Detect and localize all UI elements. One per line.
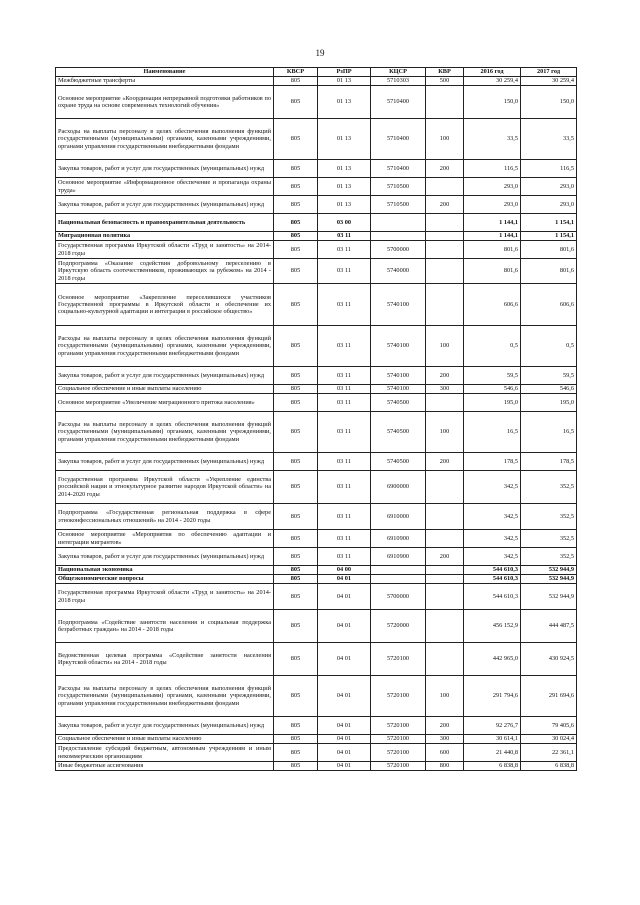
cell-name: Подпрограмма «Государственная региональная поддержка в сфере этноконфессиональных отношений» на 2014 - 2020 годы xyxy=(56,504,274,530)
cell-kvr xyxy=(426,259,464,284)
cell-kvr xyxy=(426,504,464,530)
cell-2016: 606,6 xyxy=(464,284,521,326)
cell-kvr xyxy=(426,86,464,119)
table-row xyxy=(56,284,577,326)
table-row xyxy=(56,214,577,232)
cell-name: Основное мероприятие «Мероприятия по обеспечению адаптации и интеграции мигрантов» xyxy=(56,530,274,548)
cell-2016: 30 614,1 xyxy=(464,735,521,744)
cell-rzpr: 04 01 xyxy=(318,610,371,643)
cell-kcsr: 6910000 xyxy=(371,504,426,530)
cell-name: Основное мероприятие «Информационное обеспечение и пропаганда охраны труда» xyxy=(56,178,274,196)
cell-2017: 352,5 xyxy=(521,504,577,530)
table-row xyxy=(56,584,577,610)
cell-2016: 456 152,9 xyxy=(464,610,521,643)
cell-kcsr: 5740500 xyxy=(371,412,426,453)
cell-rzpr: 01 13 xyxy=(318,77,371,86)
cell-rzpr: 03 00 xyxy=(318,214,371,232)
cell-kcsr: 5710400 xyxy=(371,160,426,178)
cell-kvsr: 805 xyxy=(274,385,318,394)
cell-kcsr: 6910900 xyxy=(371,530,426,548)
cell-name: Закупка товаров, работ и услуг для государственных (муниципальных) нужд xyxy=(56,717,274,735)
table-row xyxy=(56,232,577,241)
cell-rzpr: 03 11 xyxy=(318,241,371,259)
cell-2017: 293,0 xyxy=(521,178,577,196)
cell-2016: 21 440,8 xyxy=(464,744,521,762)
cell-2016: 92 276,7 xyxy=(464,717,521,735)
cell-2017: 116,5 xyxy=(521,160,577,178)
table-row xyxy=(56,385,577,394)
table-row xyxy=(56,676,577,717)
cell-rzpr: 04 01 xyxy=(318,735,371,744)
cell-2016: 116,5 xyxy=(464,160,521,178)
cell-2017: 79 405,6 xyxy=(521,717,577,735)
cell-kcsr: 5710400 xyxy=(371,86,426,119)
table-row xyxy=(56,241,577,259)
cell-kvr: 200 xyxy=(426,717,464,735)
cell-kvr xyxy=(426,530,464,548)
cell-kvr: 100 xyxy=(426,676,464,717)
cell-name: Основное мероприятие «Закрепление переселившихся участников Государственной программы в Иркутской области и обеспечение их социально-культурной адаптации и интеграции в российское общество» xyxy=(56,284,274,326)
cell-kvsr: 805 xyxy=(274,232,318,241)
cell-kvr xyxy=(426,394,464,412)
cell-2016: 1 144,1 xyxy=(464,232,521,241)
cell-kvr xyxy=(426,284,464,326)
budget-table xyxy=(55,67,577,771)
cell-name: Подпрограмма «Оказание содействия добровольному переселению в Иркутскую область соотечественников, проживающих за рубежом» на 2014 - 2018 годы xyxy=(56,259,274,284)
cell-kvr: 200 xyxy=(426,196,464,214)
cell-kcsr: 6900000 xyxy=(371,471,426,504)
cell-2016: 342,5 xyxy=(464,471,521,504)
cell-kvr: 300 xyxy=(426,385,464,394)
cell-rzpr: 01 13 xyxy=(318,119,371,160)
cell-2016: 150,0 xyxy=(464,86,521,119)
cell-rzpr: 04 01 xyxy=(318,643,371,676)
cell-rzpr: 03 11 xyxy=(318,326,371,367)
cell-2017: 606,6 xyxy=(521,284,577,326)
cell-rzpr: 03 11 xyxy=(318,453,371,471)
cell-rzpr: 01 13 xyxy=(318,86,371,119)
cell-rzpr: 04 01 xyxy=(318,575,371,584)
cell-kcsr: 5740500 xyxy=(371,394,426,412)
cell-kvsr: 805 xyxy=(274,735,318,744)
cell-kcsr: 5720000 xyxy=(371,610,426,643)
cell-kvr: 200 xyxy=(426,367,464,385)
table-row xyxy=(56,566,577,575)
cell-kvsr: 805 xyxy=(274,453,318,471)
cell-kcsr: 5720100 xyxy=(371,717,426,735)
cell-2017: 291 694,6 xyxy=(521,676,577,717)
cell-name: Закупка товаров, работ и услуг для государственных (муниципальных) нужд xyxy=(56,196,274,214)
header-rzpr: РзПР xyxy=(318,68,371,77)
cell-kvsr: 805 xyxy=(274,86,318,119)
cell-kcsr: 5700000 xyxy=(371,584,426,610)
table-row xyxy=(56,178,577,196)
cell-2017: 33,5 xyxy=(521,119,577,160)
cell-2017: 0,5 xyxy=(521,326,577,367)
cell-kvsr: 805 xyxy=(274,762,318,771)
cell-kvr: 200 xyxy=(426,453,464,471)
cell-2017: 444 487,5 xyxy=(521,610,577,643)
cell-kvsr: 805 xyxy=(274,367,318,385)
cell-2016: 801,6 xyxy=(464,259,521,284)
cell-kcsr xyxy=(371,566,426,575)
cell-kvsr: 805 xyxy=(274,548,318,566)
cell-2016: 442 965,0 xyxy=(464,643,521,676)
cell-2017: 293,0 xyxy=(521,196,577,214)
cell-2016: 16,5 xyxy=(464,412,521,453)
cell-kcsr: 5740100 xyxy=(371,284,426,326)
cell-kvr xyxy=(426,241,464,259)
cell-rzpr: 03 11 xyxy=(318,530,371,548)
cell-kvsr: 805 xyxy=(274,241,318,259)
table-row xyxy=(56,77,577,86)
cell-2016: 178,5 xyxy=(464,453,521,471)
cell-kvr: 200 xyxy=(426,160,464,178)
cell-kcsr: 5740100 xyxy=(371,367,426,385)
cell-kvsr: 805 xyxy=(274,412,318,453)
cell-2017: 430 924,5 xyxy=(521,643,577,676)
cell-2017: 532 944,9 xyxy=(521,584,577,610)
cell-kvr: 100 xyxy=(426,412,464,453)
cell-kcsr xyxy=(371,232,426,241)
cell-2016: 30 259,4 xyxy=(464,77,521,86)
cell-2016: 342,5 xyxy=(464,530,521,548)
cell-kvsr: 805 xyxy=(274,196,318,214)
cell-kvr xyxy=(426,610,464,643)
table-row xyxy=(56,530,577,548)
cell-2017: 1 154,1 xyxy=(521,214,577,232)
cell-2016: 293,0 xyxy=(464,178,521,196)
cell-name: Расходы на выплаты персоналу в целях обеспечения выполнения функций государственными (муниципальными) органами, казенными учреждениями, органами управления государственными внебюджетными фондами xyxy=(56,326,274,367)
header-name: Наименование xyxy=(56,68,274,77)
cell-name: Национальная экономика xyxy=(56,566,274,575)
cell-2016: 544 610,3 xyxy=(464,584,521,610)
cell-kvr: 100 xyxy=(426,119,464,160)
cell-kvsr: 805 xyxy=(274,119,318,160)
cell-kvsr: 805 xyxy=(274,504,318,530)
cell-rzpr: 03 11 xyxy=(318,412,371,453)
header-2016: 2016 год xyxy=(464,68,521,77)
cell-kvsr: 805 xyxy=(274,284,318,326)
cell-name: Закупка товаров, работ и услуг для государственных (муниципальных) нужд xyxy=(56,367,274,385)
cell-2017: 352,5 xyxy=(521,471,577,504)
cell-kvsr: 805 xyxy=(274,566,318,575)
cell-2017: 352,5 xyxy=(521,548,577,566)
cell-kcsr: 5700000 xyxy=(371,241,426,259)
cell-name: Социальное обеспечение и иные выплаты населению xyxy=(56,385,274,394)
cell-kvr: 100 xyxy=(426,326,464,367)
cell-kvsr: 805 xyxy=(274,394,318,412)
table-row xyxy=(56,160,577,178)
cell-name: Национальная безопасность и правоохранительная деятельность xyxy=(56,214,274,232)
cell-kvr xyxy=(426,566,464,575)
cell-2016: 801,6 xyxy=(464,241,521,259)
cell-rzpr: 03 11 xyxy=(318,471,371,504)
table-row xyxy=(56,575,577,584)
cell-2016: 59,5 xyxy=(464,367,521,385)
cell-kvr xyxy=(426,643,464,676)
cell-2017: 532 944,9 xyxy=(521,575,577,584)
cell-kvr xyxy=(426,232,464,241)
cell-kcsr: 5740100 xyxy=(371,385,426,394)
cell-name: Закупка товаров, работ и услуг для государственных (муниципальных) нужд xyxy=(56,548,274,566)
cell-2016: 544 610,3 xyxy=(464,566,521,575)
cell-rzpr: 03 11 xyxy=(318,548,371,566)
cell-kvsr: 805 xyxy=(274,676,318,717)
cell-kvsr: 805 xyxy=(274,575,318,584)
table-row xyxy=(56,762,577,771)
cell-2017: 801,6 xyxy=(521,259,577,284)
cell-kcsr: 5720100 xyxy=(371,762,426,771)
cell-name: Государственная программа Иркутской области «Труд и занятость» на 2014-2018 годы xyxy=(56,584,274,610)
cell-kcsr: 5710500 xyxy=(371,196,426,214)
cell-rzpr: 03 11 xyxy=(318,284,371,326)
cell-2016: 6 838,8 xyxy=(464,762,521,771)
table-row xyxy=(56,717,577,735)
cell-kvsr: 805 xyxy=(274,326,318,367)
table-row xyxy=(56,504,577,530)
cell-kvsr: 805 xyxy=(274,717,318,735)
cell-kcsr xyxy=(371,214,426,232)
cell-kvr xyxy=(426,214,464,232)
cell-rzpr: 01 13 xyxy=(318,160,371,178)
cell-2017: 178,5 xyxy=(521,453,577,471)
cell-kcsr: 5740500 xyxy=(371,453,426,471)
table-row xyxy=(56,367,577,385)
cell-2016: 342,5 xyxy=(464,504,521,530)
cell-2016: 544 610,3 xyxy=(464,575,521,584)
cell-rzpr: 01 13 xyxy=(318,178,371,196)
cell-rzpr: 03 11 xyxy=(318,385,371,394)
cell-rzpr: 04 00 xyxy=(318,566,371,575)
cell-2017: 801,6 xyxy=(521,241,577,259)
cell-2017: 59,5 xyxy=(521,367,577,385)
cell-rzpr: 04 01 xyxy=(318,744,371,762)
table-row xyxy=(56,196,577,214)
header-kvsr: КВСР xyxy=(274,68,318,77)
cell-kvr xyxy=(426,584,464,610)
cell-2016: 293,0 xyxy=(464,196,521,214)
cell-kvr: 800 xyxy=(426,762,464,771)
header-2017: 2017 год xyxy=(521,68,577,77)
cell-kcsr xyxy=(371,575,426,584)
cell-kcsr: 5710400 xyxy=(371,119,426,160)
cell-kvr xyxy=(426,471,464,504)
cell-kcsr: 6910900 xyxy=(371,548,426,566)
cell-rzpr: 03 11 xyxy=(318,367,371,385)
page-number: 19 xyxy=(315,48,325,58)
cell-rzpr: 04 01 xyxy=(318,676,371,717)
cell-kvsr: 805 xyxy=(274,214,318,232)
cell-name: Закупка товаров, работ и услуг для государственных (муниципальных) нужд xyxy=(56,453,274,471)
cell-kvr: 500 xyxy=(426,77,464,86)
cell-kvr xyxy=(426,575,464,584)
cell-rzpr: 03 11 xyxy=(318,259,371,284)
cell-kcsr: 5740100 xyxy=(371,326,426,367)
cell-kcsr: 5720100 xyxy=(371,735,426,744)
cell-2017: 150,0 xyxy=(521,86,577,119)
cell-kcsr: 5720100 xyxy=(371,643,426,676)
cell-kvr: 600 xyxy=(426,744,464,762)
table-row xyxy=(56,453,577,471)
cell-rzpr: 04 01 xyxy=(318,762,371,771)
cell-2017: 195,0 xyxy=(521,394,577,412)
header-kcsr: КЦСР xyxy=(371,68,426,77)
cell-kvsr: 805 xyxy=(274,530,318,548)
cell-2017: 30 024,4 xyxy=(521,735,577,744)
cell-name: Общеэкономические вопросы xyxy=(56,575,274,584)
cell-name: Социальное обеспечение и иные выплаты населению xyxy=(56,735,274,744)
header-kvr: КВР xyxy=(426,68,464,77)
cell-kcsr: 5740000 xyxy=(371,259,426,284)
table-row xyxy=(56,744,577,762)
cell-kcsr: 5710303 xyxy=(371,77,426,86)
cell-2017: 22 361,1 xyxy=(521,744,577,762)
table-row xyxy=(56,259,577,284)
cell-name: Миграционная политика xyxy=(56,232,274,241)
table-row xyxy=(56,471,577,504)
cell-rzpr: 04 01 xyxy=(318,584,371,610)
cell-rzpr: 01 13 xyxy=(318,196,371,214)
cell-rzpr: 03 11 xyxy=(318,232,371,241)
cell-2016: 33,5 xyxy=(464,119,521,160)
table-row xyxy=(56,610,577,643)
cell-kvr: 200 xyxy=(426,548,464,566)
cell-kcsr: 5720100 xyxy=(371,676,426,717)
table-row xyxy=(56,735,577,744)
cell-2016: 0,5 xyxy=(464,326,521,367)
cell-2017: 352,5 xyxy=(521,530,577,548)
cell-rzpr: 03 11 xyxy=(318,504,371,530)
table-header-row xyxy=(56,68,577,77)
cell-name: Подпрограмма «Содействие занятости населения и социальная поддержка безработных граждан» на 2014 - 2018 годы xyxy=(56,610,274,643)
cell-2017: 546,6 xyxy=(521,385,577,394)
cell-kcsr: 5710500 xyxy=(371,178,426,196)
cell-2017: 1 154,1 xyxy=(521,232,577,241)
cell-kvsr: 805 xyxy=(274,610,318,643)
cell-2017: 30 259,4 xyxy=(521,77,577,86)
cell-name: Ведомственная целевая программа «Содействие занятости населения Иркутской области» на 2014 - 2018 годы xyxy=(56,643,274,676)
table-body xyxy=(56,77,577,771)
cell-kvsr: 805 xyxy=(274,584,318,610)
cell-2017: 532 944,9 xyxy=(521,566,577,575)
cell-2017: 16,5 xyxy=(521,412,577,453)
cell-name: Основное мероприятие «Увеличение миграционного притока населения» xyxy=(56,394,274,412)
cell-kvsr: 805 xyxy=(274,178,318,196)
cell-kvsr: 805 xyxy=(274,744,318,762)
cell-2017: 6 838,8 xyxy=(521,762,577,771)
cell-2016: 291 794,6 xyxy=(464,676,521,717)
cell-kcsr: 5720100 xyxy=(371,744,426,762)
table-row xyxy=(56,119,577,160)
cell-name: Межбюджетные трансферты xyxy=(56,77,274,86)
cell-kvsr: 805 xyxy=(274,471,318,504)
cell-name: Иные бюджетные ассигнования xyxy=(56,762,274,771)
cell-kvsr: 805 xyxy=(274,643,318,676)
table-row xyxy=(56,86,577,119)
table-row xyxy=(56,643,577,676)
table-row xyxy=(56,548,577,566)
cell-2016: 342,5 xyxy=(464,548,521,566)
cell-kvsr: 805 xyxy=(274,160,318,178)
cell-kvr xyxy=(426,178,464,196)
cell-kvr: 300 xyxy=(426,735,464,744)
cell-name: Предоставление субсидий бюджетным, автономным учреждениям и иным некоммерческим организациям xyxy=(56,744,274,762)
cell-2016: 546,6 xyxy=(464,385,521,394)
table-row xyxy=(56,412,577,453)
cell-name: Государственная программа Иркутской области «Укрепление единства российской нации и этнокультурное развитие народов Иркутской области» на 2014-2020 годы xyxy=(56,471,274,504)
cell-name: Расходы на выплаты персоналу в целях обеспечения выполнения функций государственными (муниципальными) органами, казенными учреждениями, органами управления государственными внебюджетными фондами xyxy=(56,119,274,160)
cell-name: Расходы на выплаты персоналу в целях обеспечения выполнения функций государственными (муниципальными) органами, казенными учреждениями, органами управления государственными внебюджетными фондами xyxy=(56,412,274,453)
cell-rzpr: 03 11 xyxy=(318,394,371,412)
cell-name: Основное мероприятие «Координация непрерывной подготовки работников по охране труда на основе современных технологий обучения» xyxy=(56,86,274,119)
cell-2016: 1 144,1 xyxy=(464,214,521,232)
cell-kvsr: 805 xyxy=(274,259,318,284)
cell-name: Расходы на выплаты персоналу в целях обеспечения выполнения функций государственными (муниципальными) органами, казенными учреждениями, органами управления государственными внебюджетными фондами xyxy=(56,676,274,717)
cell-name: Закупка товаров, работ и услуг для государственных (муниципальных) нужд xyxy=(56,160,274,178)
cell-kvsr: 805 xyxy=(274,77,318,86)
table-row xyxy=(56,326,577,367)
cell-rzpr: 04 01 xyxy=(318,717,371,735)
table-row xyxy=(56,394,577,412)
cell-name: Государственная программа Иркутской области «Труд и занятость» на 2014-2018 годы xyxy=(56,241,274,259)
cell-2016: 195,0 xyxy=(464,394,521,412)
